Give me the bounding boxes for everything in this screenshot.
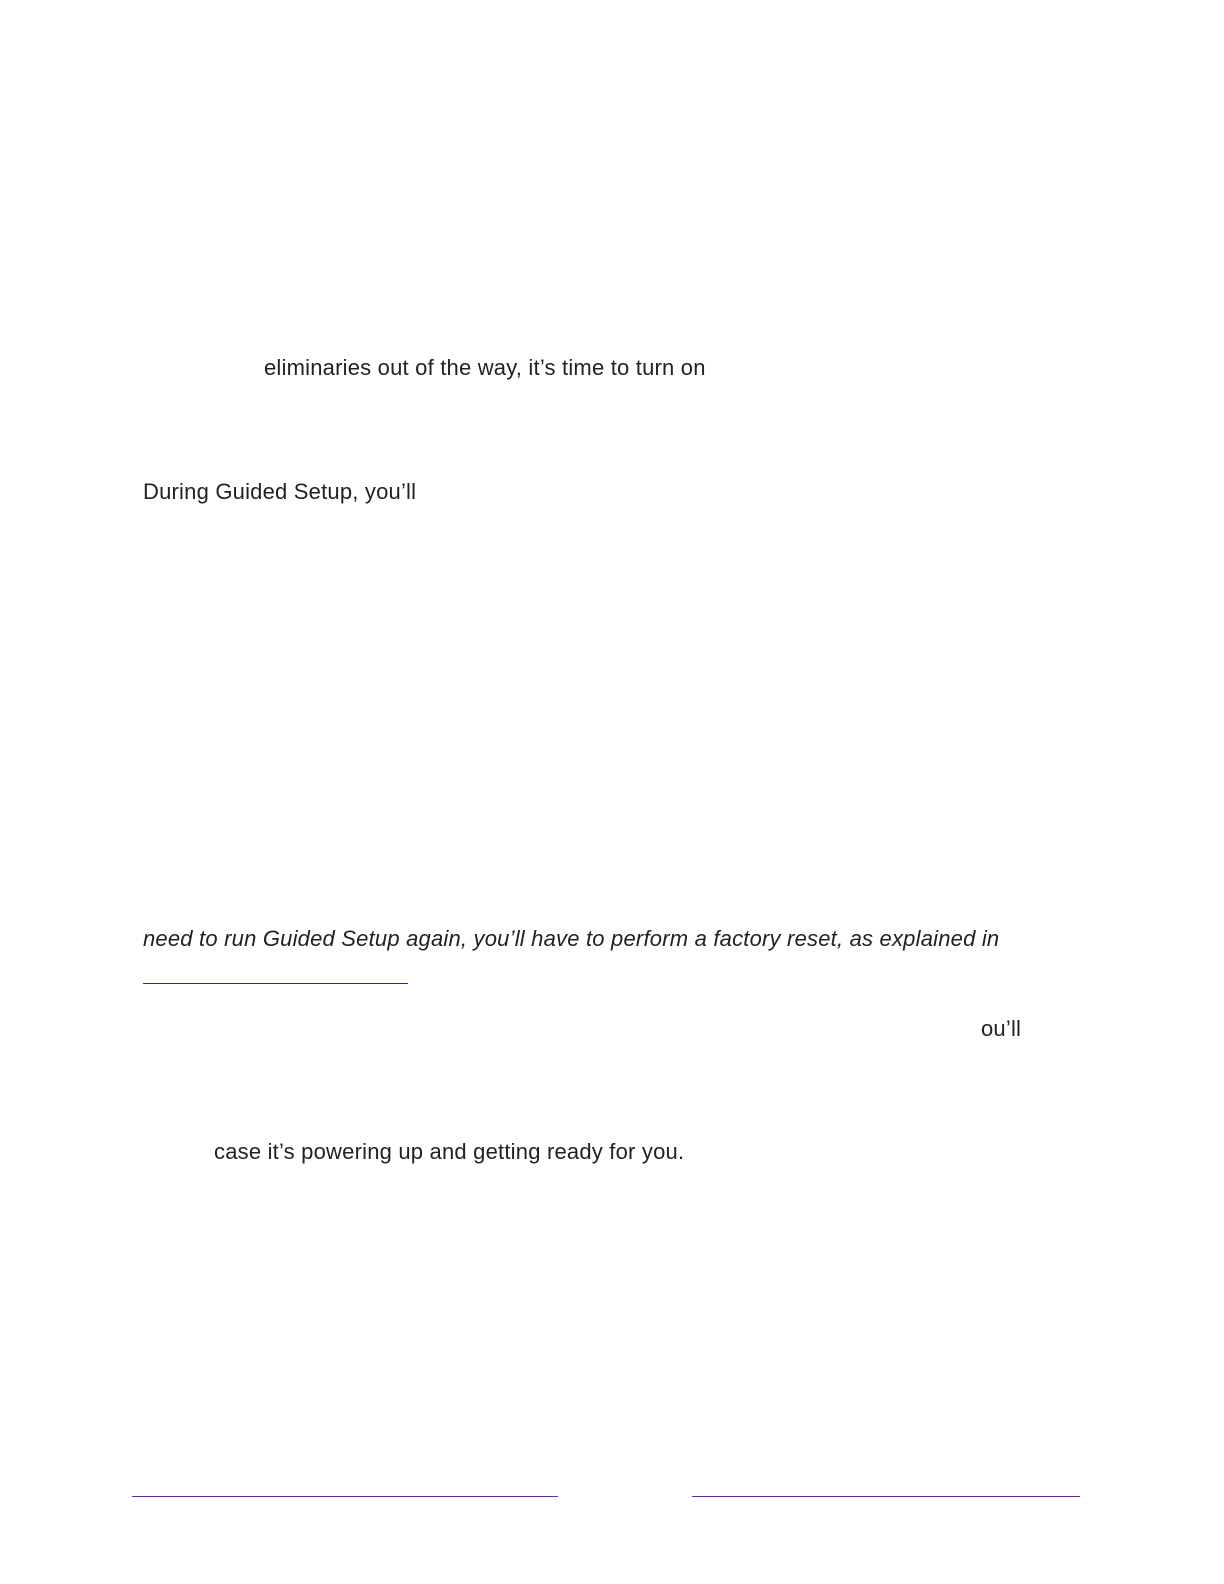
footer-rule-right [692,1496,1080,1497]
guided-setup-text-fragment: During Guided Setup, you’ll [143,479,417,504]
factory-reset-note: need to run Guided Setup again, you’ll have to perform a factory reset, as explained in [143,926,1000,951]
footer-rule-left [132,1496,558,1497]
partial-text-fragment: ou’ll [981,1016,1022,1041]
factory-reset-link-underline[interactable] [143,983,408,984]
intro-text-fragment: eliminaries out of the way, it’s time to turn on [264,355,706,380]
powering-up-text-fragment: case it’s powering up and getting ready for you. [214,1139,685,1164]
